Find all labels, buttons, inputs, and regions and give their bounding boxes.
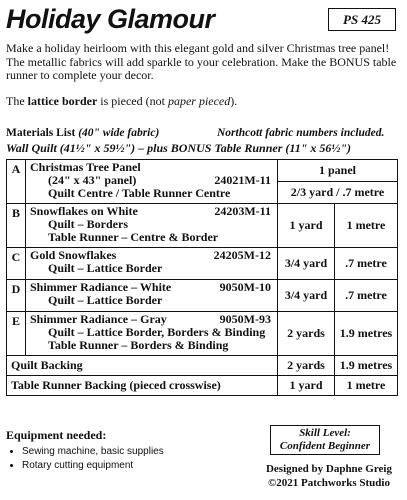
table-row	[7, 356, 398, 376]
amount-metres: .7 metre	[335, 248, 398, 280]
materials-subheading: Wall Quilt (41½" x 59½") – plus BONUS Table Runner (11" x 56½")	[6, 141, 352, 155]
materials-heading-text: Materials List	[6, 127, 76, 139]
table-row	[7, 160, 398, 182]
table-row	[7, 376, 398, 396]
equipment-section	[6, 428, 164, 473]
table-row	[7, 204, 398, 248]
fabric-name-text: Shimmer Radiance – Gray	[30, 312, 167, 326]
fabric-code: 24205M-12	[213, 248, 271, 262]
intro-paragraph: Make a holiday heirloom with this elegant gold and silver Christmas tree panel! The metallic fabrics will add sparkle to your celebration. Make the BONUS table runner to complete your decor.	[6, 41, 397, 82]
copyright-notice: ©2021 Patchworks Studio	[268, 477, 390, 489]
northcott-note: Northcott fabric numbers included.	[217, 127, 385, 139]
amount-metres: 1.9 metres	[335, 312, 398, 356]
row-letter: C	[7, 248, 26, 280]
amount-yards: 1 yard	[278, 376, 335, 396]
fabric-use: Quilt – Lattice Border	[48, 261, 163, 275]
table-row	[7, 280, 398, 312]
row-description	[26, 280, 278, 312]
fabric-use: Quilt – Lattice Border, Borders & Binding	[48, 325, 266, 339]
skill-level-label: Skill Level:	[299, 427, 351, 439]
amount-panel: 1 panel	[278, 160, 398, 182]
lattice-note-mid: is pieced (not	[97, 94, 168, 108]
lattice-note-italic: paper pieced	[167, 94, 231, 108]
amount-yards: 1 yard	[278, 204, 335, 248]
runner-backing-label: Table Runner Backing (pieced crosswise)	[7, 376, 278, 396]
amount-yardage: 2/3 yard / .7 metre	[278, 182, 398, 204]
lattice-note	[6, 94, 237, 109]
credits	[255, 462, 403, 490]
panel-size-text: (24" x 43" panel)	[48, 173, 137, 187]
lattice-note-pre: The	[6, 94, 28, 108]
skill-level-value: Confident Beginner	[279, 440, 371, 452]
row-description	[26, 312, 278, 356]
fabric-width-note: (40" wide fabric)	[78, 127, 160, 139]
fabric-use: Table Runner – Borders & Binding	[48, 338, 229, 352]
fabric-use: Quilt Centre / Table Runner Centre	[48, 186, 231, 200]
equipment-heading: Equipment needed:	[6, 428, 107, 442]
amount-metres: .7 metre	[335, 280, 398, 312]
amount-metres: 1 metre	[335, 376, 398, 396]
amount-yards: 2 yards	[278, 356, 335, 376]
row-letter: A	[7, 160, 26, 204]
row-letter: E	[7, 312, 26, 356]
fabric-name-text: Gold Snowflakes	[30, 248, 117, 262]
materials-heading	[6, 127, 159, 139]
designer-credit: Designed by Daphne Greig	[265, 463, 392, 475]
pattern-title: Holiday Glamour	[6, 4, 215, 34]
fabric-code: 9050M-10	[219, 280, 271, 294]
fabric-code: 9050M-93	[219, 312, 271, 326]
lattice-note-bold: lattice border	[27, 94, 98, 108]
skill-level-box	[270, 425, 380, 455]
row-description	[26, 160, 278, 204]
equipment-list	[6, 445, 164, 473]
amount-metres: 1 metre	[335, 204, 398, 248]
amount-yards: 3/4 yard	[278, 248, 335, 280]
row-description	[26, 248, 278, 280]
table-row	[7, 312, 398, 356]
fabric-name: Christmas Tree Panel	[30, 160, 141, 174]
fabric-use: Quilt – Borders	[48, 217, 128, 231]
amount-metres: 1.9 metres	[335, 356, 398, 376]
row-letter: B	[7, 204, 26, 248]
fabric-name-text: Snowflakes on White	[30, 204, 138, 218]
fabric-code: 24203M-11	[214, 204, 271, 218]
row-letter: D	[7, 280, 26, 312]
row-description	[26, 204, 278, 248]
amount-yards: 2 yards	[278, 312, 335, 356]
pattern-code-badge: PS 425	[328, 8, 396, 31]
fabric-use: Table Runner – Centre & Border	[48, 230, 219, 244]
table-row	[7, 248, 398, 280]
fabric-use: Quilt – Lattice Border	[48, 293, 163, 307]
fabric-code: 24021M-11	[214, 173, 271, 187]
lattice-note-post: ).	[230, 94, 238, 108]
quilt-backing-label: Quilt Backing	[7, 356, 278, 376]
amount-yards: 3/4 yard	[278, 280, 335, 312]
materials-table	[6, 159, 398, 396]
list-item: • Sewing machine, basic supplies	[22, 445, 164, 459]
fabric-name-text: Shimmer Radiance – White	[30, 280, 172, 294]
list-item: • Rotary cutting equipment	[22, 459, 164, 473]
